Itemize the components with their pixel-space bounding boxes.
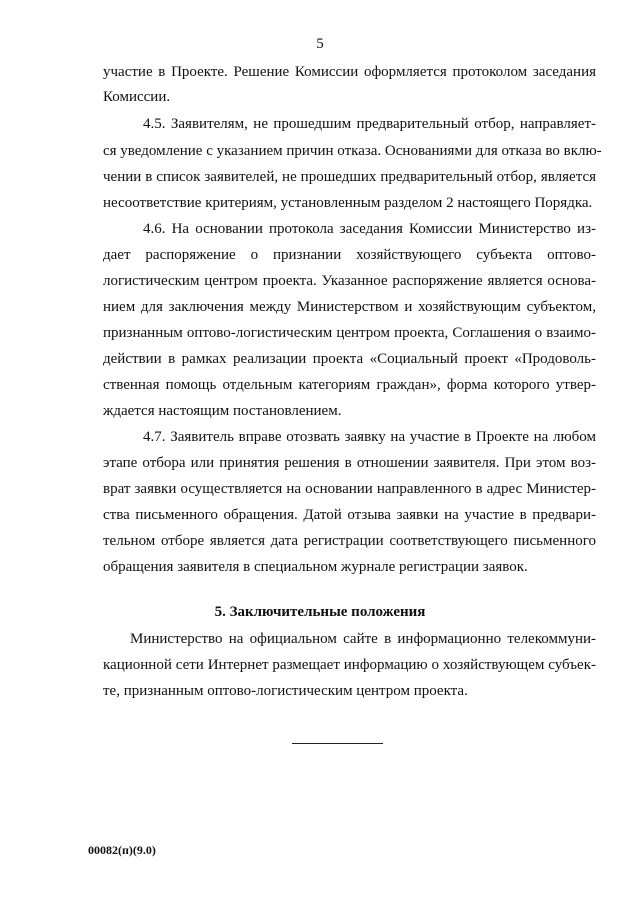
text-line: дает распоряжение о признании хозяйствующего субъекта оптово- (103, 247, 596, 263)
text-line: нием для заключения между Министерством и хозяйствующим субъектом, (103, 299, 596, 315)
page-number: 5 (316, 36, 324, 52)
text-line: несоответствие критериям, установленным разделом 2 настоящего Порядка. (103, 195, 593, 211)
text-line: 4.5. Заявителям, не прошедшим предварительный отбор, направляет- (143, 116, 596, 132)
text-line: тельном отборе является дата регистрации соответствующего письменного (103, 533, 596, 549)
text-line: логистическим центром проекта. Указанное распоряжение является основа- (103, 273, 596, 289)
text-line: кационной сети Интернет размещает информацию о хозяйствующем субъек- (103, 657, 596, 673)
text-line: ся уведомление с указанием причин отказа. Основаниями для отказа во вклю- (103, 143, 602, 159)
text-line: чении в список заявителей, не прошедших предварительный отбор, является (103, 169, 596, 185)
text-line: обращения заявителя в специальном журнале регистрации заявок. (103, 559, 528, 575)
text-line: ждается настоящим постановлением. (103, 403, 342, 419)
document-code: 00082(п)(9.0) (88, 843, 156, 857)
closing-separator (292, 743, 383, 744)
text-line: признанным оптово-логистическим центром проекта, Соглашения о взаимо- (103, 325, 596, 341)
text-line: действии в рамках реализации проекта «Социальный проект «Продоволь- (103, 351, 596, 367)
text-line: Комиссии. (103, 89, 171, 105)
text-line: 4.7. Заявитель вправе отозвать заявку на участие в Проекте на любом (143, 429, 596, 445)
text-line: те, признанным оптово-логистическим центром проекта. (103, 683, 468, 699)
text-line: Министерство на официальном сайте в информационно телекоммуни- (130, 631, 596, 647)
section-heading: 5. Заключительные положения (214, 604, 426, 620)
text-line: этапе отбора или принятия решения в отношении заявителя. При этом воз- (103, 455, 596, 471)
text-line: участие в Проекте. Решение Комиссии оформляется протоколом заседания (103, 64, 596, 80)
text-line: врат заявки осуществляется на основании направленного в адрес Министер- (103, 481, 596, 497)
text-line: ства письменного обращения. Датой отзыва заявки на участие в предвари- (103, 507, 596, 523)
text-line: ственная помощь отдельным категориям граждан», форма которого утвер- (103, 377, 596, 393)
text-line: 4.6. На основании протокола заседания Комиссии Министерство из- (143, 221, 596, 237)
